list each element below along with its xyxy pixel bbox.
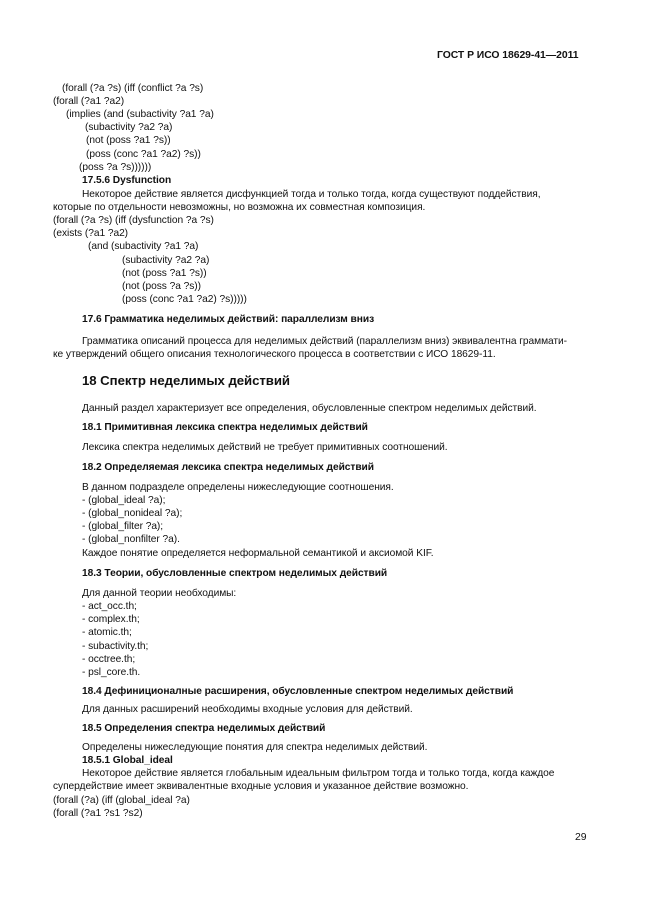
text-line: (subactivity ?a2 ?a) (85, 122, 173, 133)
text-line: (not (poss ?a1 ?s)) (122, 268, 207, 279)
text-line: Некоторое действие является дисфункцией тогда и только тогда, когда существуют поддействия, (82, 189, 541, 200)
list-item: - (global_ideal ?a); (82, 495, 166, 506)
section-heading: 18.2 Определяемая лексика спектра неделимых действий (82, 462, 374, 473)
text-line: (implies (and (subactivity ?a1 ?a) (66, 109, 214, 120)
list-item: - atomic.th; (82, 627, 132, 638)
text-line: (poss ?a ?s)))))) (79, 162, 152, 173)
text-line: (not (poss ?a1 ?s)) (86, 135, 171, 146)
text-line: (subactivity ?a2 ?a) (122, 255, 210, 266)
page-header: ГОСТ Р ИСО 18629-41—2011 (437, 50, 579, 61)
list-item: - (global_nonfilter ?a). (82, 534, 180, 545)
text-line: В данном подразделе определены нижеследующие соотношения. (82, 482, 394, 493)
text-line: Для данной теории необходимы: (82, 588, 237, 599)
text-line: супердействие имеет эквивалентные входные условия и указанное действие возможно. (53, 781, 469, 792)
text-line: (not (poss ?a ?s)) (122, 281, 201, 292)
text-line: (and (subactivity ?a1 ?a) (88, 241, 199, 252)
list-item: - (global_nonideal ?a); (82, 508, 183, 519)
text-line: Некоторое действие является глобальным идеальным фильтром тогда и только тогда, когда каждое (82, 768, 555, 779)
text-line: Лексика спектра неделимых действий не требует примитивных соотношений. (82, 442, 448, 453)
subsection-heading: 18.5.1 Global_ideal (82, 755, 173, 766)
page-number: 29 (575, 832, 587, 843)
text-line: Определены нижеследующие понятия для спектра неделимых действий. (82, 742, 428, 753)
section-heading: 17.6 Грамматика неделимых действий: параллелизм вниз (82, 314, 375, 325)
subsection-heading: 17.5.6 Dysfunction (82, 175, 172, 186)
list-item: - subactivity.th; (82, 641, 149, 652)
list-item: - act_occ.th; (82, 601, 137, 612)
chapter-heading: 18 Спектр неделимых действий (82, 373, 290, 388)
list-item: - (global_filter ?a); (82, 521, 164, 532)
list-item: - complex.th; (82, 614, 140, 625)
section-heading: 18.4 Дефиниционалные расширения, обусловленные спектром неделимых действий (82, 686, 514, 697)
section-heading: 18.1 Примитивная лексика спектра неделимых действий (82, 422, 368, 433)
text-line: Грамматика описаний процесса для неделимых действий (параллелизм вниз) эквивалентна граммати- (82, 336, 568, 347)
list-item: - psl_core.th. (82, 667, 141, 678)
section-heading: 18.5 Определения спектра неделимых действий (82, 723, 326, 734)
section-heading: 18.3 Теории, обусловленные спектром неделимых действий (82, 568, 388, 579)
text-line: (exists (?a1 ?a2) (53, 228, 129, 239)
text-line: Данный раздел характеризует все определения, обусловленные спектром неделимых действий. (82, 403, 537, 414)
text-line: ке утверждений общего описания технологического процесса в соответствии с ИСО 18629-11. (53, 349, 496, 360)
text-line: Каждое понятие определяется неформальной семантикой и аксиомой KIF. (82, 548, 434, 559)
list-item: - occtree.th; (82, 654, 136, 665)
text-line: (poss (conc ?a1 ?a2) ?s)) (86, 149, 201, 160)
text-line: (forall (?a ?s) (iff (conflict ?a ?s) (62, 83, 204, 94)
text-line: которые по отдельности невозможны, но возможна их совместная композиция. (53, 202, 426, 213)
text-line: (forall (?a1 ?s1 ?s2) (53, 808, 143, 819)
text-line: (forall (?a) (iff (global_ideal ?a) (53, 795, 190, 806)
text-line: (forall (?a ?s) (iff (dysfunction ?a ?s) (53, 215, 214, 226)
text-line: (forall (?a1 ?a2) (53, 96, 125, 107)
text-line: Для данных расширений необходимы входные условия для действий. (82, 704, 413, 715)
text-line: (poss (conc ?a1 ?a2) ?s))))) (122, 294, 247, 305)
